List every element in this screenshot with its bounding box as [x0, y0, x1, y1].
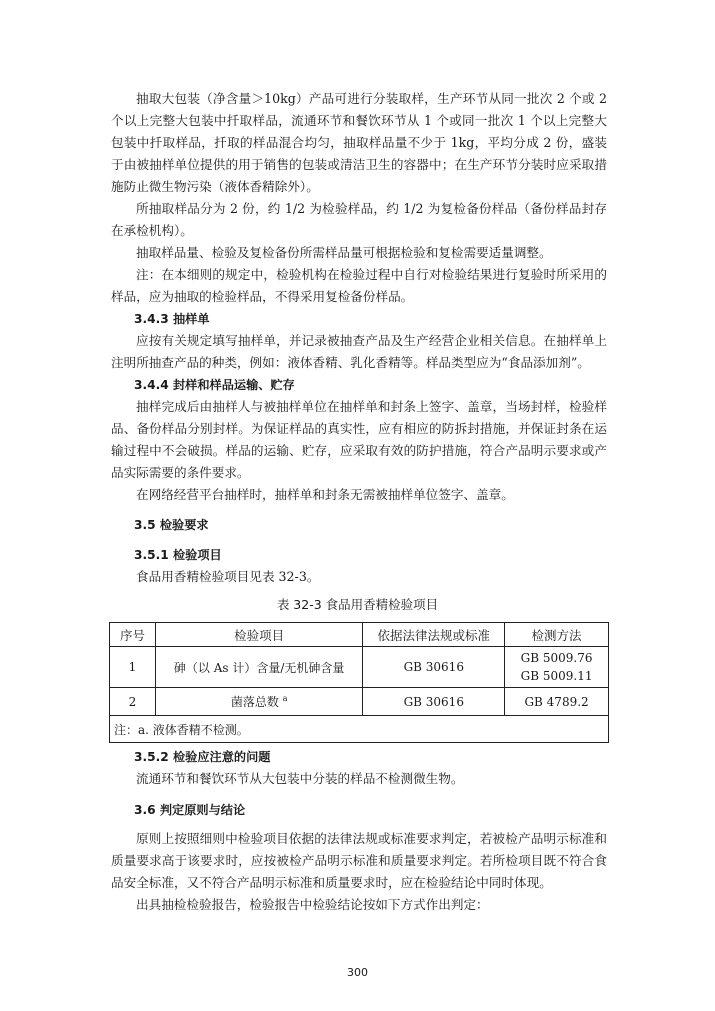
- inspection-items-table: [109, 622, 609, 743]
- paragraph-report: 出具抽检检验报告，检验报告中检验结论按如下方式作出判定：: [136, 897, 489, 912]
- paragraph-items-ref: 食品用香精检验项目见表 32-3。: [136, 569, 320, 584]
- paragraph-microbe-note: 流通环节和餐饮环节从大包装中分装的样品不检测微生物。: [136, 771, 464, 786]
- cell-method: [505, 647, 609, 688]
- paragraph-sample-amount: 抽取样品量、检验及复检备份所需样品量可根据检验和复检需要适量调整。: [136, 245, 552, 260]
- table-note: 注：a. 液体香精不检测。: [110, 716, 609, 743]
- table-row: [110, 647, 609, 688]
- header-no: 序号: [110, 623, 156, 647]
- cell-item: 砷（以 As 计）含量/无机砷含量: [155, 647, 363, 688]
- heading-3-4-3: 3.4.3 抽样单: [134, 312, 210, 326]
- heading-3-6: 3.6 判定原则与结论: [134, 803, 246, 817]
- header-item: 检验项目: [155, 623, 363, 647]
- table-caption: 表 32-3 食品用香精检验项目: [276, 597, 439, 612]
- header-standard: 依据法律法规或标准: [363, 623, 505, 647]
- paragraph-bulk-sampling: 抽取大包装（净含量＞10kg）产品可进行分装取样，生产环节从同一批次 2 个或 2 个以上完整大包装中扦取样品，流通环节和餐饮环节从 1 个或同一批次 1 个以上完整大包装中扦取样品，扦取的样品混合均匀，抽取样品量不少于 1kg，平均分成 2 份，盛装于由被抽样单位提供的用于销售的包装或清洁卫生的容器中；在生产环节分装时应采取措施防止微生物污染（液体香精除外）。: [111, 91, 607, 194]
- cell-method: GB 4789.2: [505, 688, 609, 716]
- cell-no: 2: [110, 688, 156, 716]
- cell-item: [155, 688, 363, 716]
- heading-3-4-4: 3.4.4 封样和样品运输、贮存: [134, 378, 295, 392]
- cell-standard: GB 30616: [363, 647, 505, 688]
- page-number: 300: [347, 966, 368, 979]
- heading-3-5: 3.5 检验要求: [134, 518, 209, 532]
- table-header-row: [110, 623, 609, 647]
- heading-3-5-1: 3.5.1 检验项目: [134, 548, 222, 562]
- cell-item-text: 菌落总数: [230, 695, 279, 709]
- paragraph-sample-split: 所抽取样品分为 2 份，约 1/2 为检验样品，约 1/2 为复检备份样品（备份样品封存在承检机构）。: [111, 201, 607, 238]
- table-row: [110, 688, 609, 716]
- paragraph-sealing-transport: 抽样完成后由抽样人与被抽样单位在抽样单和封条上签字、盖章，当场封样，检验样品、备份样品分别封样。为保证样品的真实性，应有相应的防拆封措施，并保证封条在运输过程中不会破损。样品的运输、贮存，应采取有效的防护措施，符合产品明示要求或产品实际需要的条件要求。: [111, 399, 607, 480]
- method-line-2: GB 5009.11: [520, 669, 593, 683]
- header-method: 检测方法: [505, 623, 609, 647]
- method-line-1: GB 5009.76: [520, 651, 593, 665]
- cell-standard: GB 30616: [363, 688, 505, 716]
- paragraph-note-retest: 注：在本细则的规定中，检验机构在检验过程中自行对检验结果进行复验时所采用的样品，应为抽取的检验样品，不得采用复检备份样品。: [111, 267, 607, 304]
- cell-no: 1: [110, 647, 156, 688]
- paragraph-online-sampling: 在网络经营平台抽样时，抽样单和封条无需被抽样单位签字、盖章。: [136, 487, 514, 502]
- footnote-marker: a: [282, 694, 288, 703]
- heading-3-5-2: 3.5.2 检验应注意的问题: [134, 750, 271, 764]
- paragraph-judgement-principle: 原则上按照细则中检验项目依据的法律法规或标准要求判定，若被检产品明示标准和质量要求高于该要求时，应按被检产品明示标准和质量要求判定。若所检项目既不符合食品安全标准，又不符合产品明示标准和质量要求时，应在检验结论中同时体现。: [111, 831, 607, 890]
- paragraph-sampling-form: 应按有关规定填写抽样单，并记录被抽查产品及生产经营企业相关信息。在抽样单上注明所抽查产品的种类，例如：液体香精、乳化香精等。样品类型应为“食品添加剂”。: [111, 333, 607, 370]
- table-note-row: [110, 716, 609, 743]
